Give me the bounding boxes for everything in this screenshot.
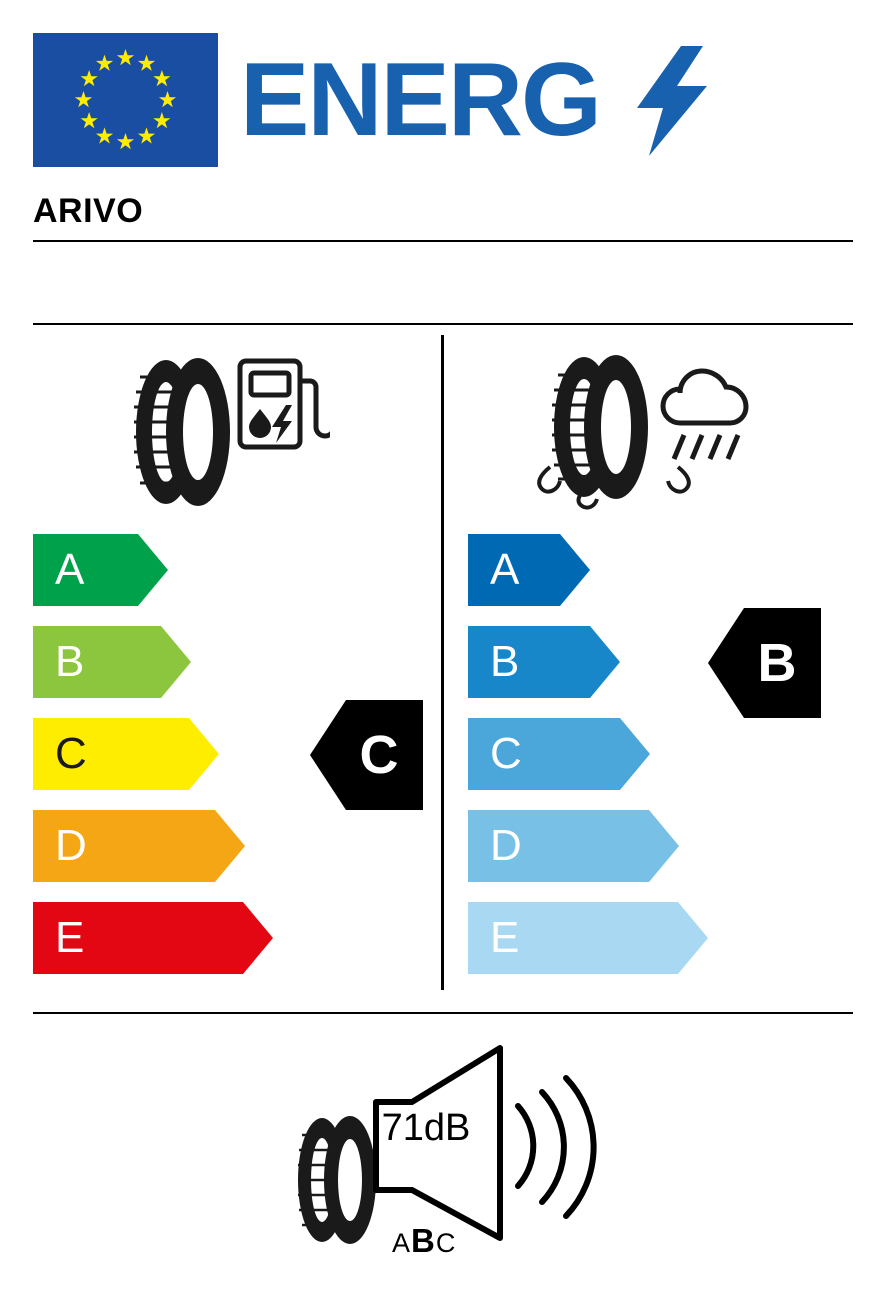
fuel-selected-letter: C [359,725,399,785]
noise-class-scale [392,1222,456,1260]
fuel-grade-letter-d: D [55,821,87,870]
wet-grade-row-a [468,534,590,606]
fuel-grade-letter-b: B [55,637,85,686]
wet-selected-marker [708,608,821,718]
divider-bottom [33,1012,853,1014]
wet-grade-row-d [468,810,679,882]
wet-grade-letter-b: B [490,637,520,686]
wet-grade-letter-c: C [490,729,522,778]
eu-flag-stars [33,33,218,167]
divider-second [33,323,853,325]
fuel-grade-shape-a [33,534,168,606]
wet-grade-row-c [468,718,650,790]
tyre-rain-cloud-icon [528,347,788,517]
fuel-selected-marker [310,700,423,810]
noise-class-selected: B [411,1222,436,1259]
wet-grade-letter-a: A [490,545,520,594]
noise-class-a: A [392,1228,412,1258]
wet-grade-row-e [468,902,708,974]
wet-grade-shape-a [468,534,590,606]
tyre-fuel-pump-icon [120,347,330,517]
energ-wordmark [240,44,600,156]
noise-class-c: C [435,1228,457,1258]
fuel-grade-row-c [33,718,219,790]
fuel-grade-row-e [33,902,273,974]
divider-vertical [441,335,444,990]
divider-top [33,240,853,242]
brand-name: ARIVO [33,192,144,230]
eu-flag [33,33,218,167]
fuel-grade-row-a [33,534,168,606]
energ-text: ENERG [240,42,600,158]
lightning-bolt-icon [637,46,707,156]
fuel-grade-row-b [33,626,191,698]
fuel-grade-letter-a: A [55,545,85,594]
fuel-grade-letter-c: C [55,729,87,778]
wet-grade-letter-e: E [490,913,520,962]
fuel-grade-row-d [33,810,245,882]
fuel-grade-letter-e: E [55,913,85,962]
wet-grade-letter-d: D [490,821,522,870]
wet-grade-row-b [468,626,620,698]
wet-selected-letter: B [757,633,797,693]
noise-db-value: 71dB [381,1107,471,1149]
